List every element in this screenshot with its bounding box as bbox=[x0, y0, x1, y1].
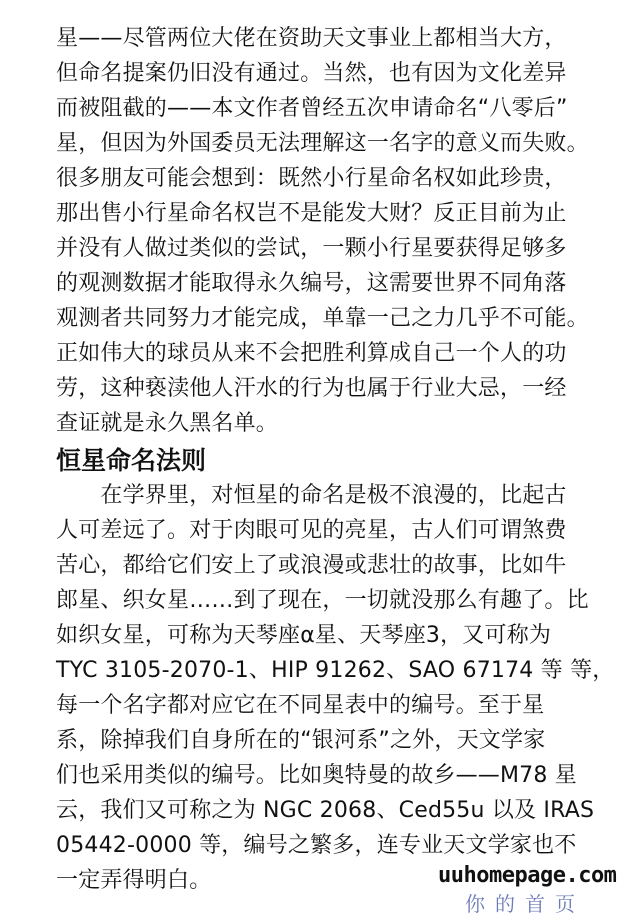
paragraph-line: 云，我们又可称之为 NGC 2068、Ced55u 以及 IRAS bbox=[56, 798, 595, 823]
watermark-domain: uuhomepage.com bbox=[438, 863, 617, 888]
paragraph-line: 并没有人做过类似的尝试，一颗小行星要获得足够多 bbox=[56, 236, 567, 261]
paragraph-line: 那出售小行星命名权岂不是能发大财？反正目前为止 bbox=[56, 201, 567, 226]
paragraph-line: 一定弄得明白。 bbox=[56, 868, 212, 893]
paragraph-line: 正如伟大的球员从来不会把胜利算成自己一个人的功 bbox=[56, 341, 567, 366]
paragraph-line: 每一个名字都对应它在不同星表中的编号。至于星 bbox=[56, 693, 545, 718]
paragraph-line: 在学界里，对恒星的命名是极不浪漫的，比起古 bbox=[56, 483, 567, 508]
paragraph-line: 星——尽管两位大佬在资助天文事业上都相当大方， bbox=[56, 26, 567, 51]
paragraph-line: 如织女星，可称为天琴座α星、天琴座3，又可称为 bbox=[56, 623, 552, 648]
paragraph-line: 05442-0000 等，编号之繁多，连专业天文学家也不 bbox=[56, 833, 577, 858]
paragraph-line: 苦心，都给它们安上了或浪漫或悲壮的故事，比如牛 bbox=[56, 553, 567, 578]
paragraph-line: 查证就是永久黑名单。 bbox=[56, 411, 279, 436]
paragraph-line: 人可差远了。对于肉眼可见的亮星，古人们可谓煞费 bbox=[56, 518, 567, 543]
paragraph-line: 观测者共同努力才能完成，单靠一己之力几乎不可能。 bbox=[56, 306, 589, 331]
paragraph-line: 们也采用类似的编号。比如奥特曼的故乡——M78 星 bbox=[56, 763, 577, 788]
paragraph-line: 而被阻截的——本文作者曾经五次申请命名“八零后” bbox=[56, 96, 568, 121]
paragraph-line: 很多朋友可能会想到：既然小行星命名权如此珍贵， bbox=[56, 166, 567, 191]
paragraph-line: 星，但因为外国委员无法理解这一名字的意义而失败。 bbox=[56, 131, 589, 156]
paragraph-line: 郎星、织女星……到了现在，一切就没那么有趣了。比 bbox=[56, 588, 589, 613]
paragraph-line: 劳，这种亵渎他人汗水的行为也属于行业大忌，一经 bbox=[56, 376, 567, 401]
paragraph-line: 的观测数据才能取得永久编号，这需要世界不同角落 bbox=[56, 271, 567, 296]
paragraph-line: TYC 3105-2070-1、HIP 91262、SAO 67174 等 等， bbox=[56, 658, 615, 683]
paragraph-line: 但命名提案仍旧没有通过。当然，也有因为文化差异 bbox=[56, 61, 567, 86]
watermark-subtitle: 你的首页 bbox=[465, 892, 585, 916]
paragraph-line: 系，除掉我们自身所在的“银河系”之外，天文学家 bbox=[56, 728, 546, 753]
section-heading: 恒星命名法则 bbox=[56, 446, 207, 475]
